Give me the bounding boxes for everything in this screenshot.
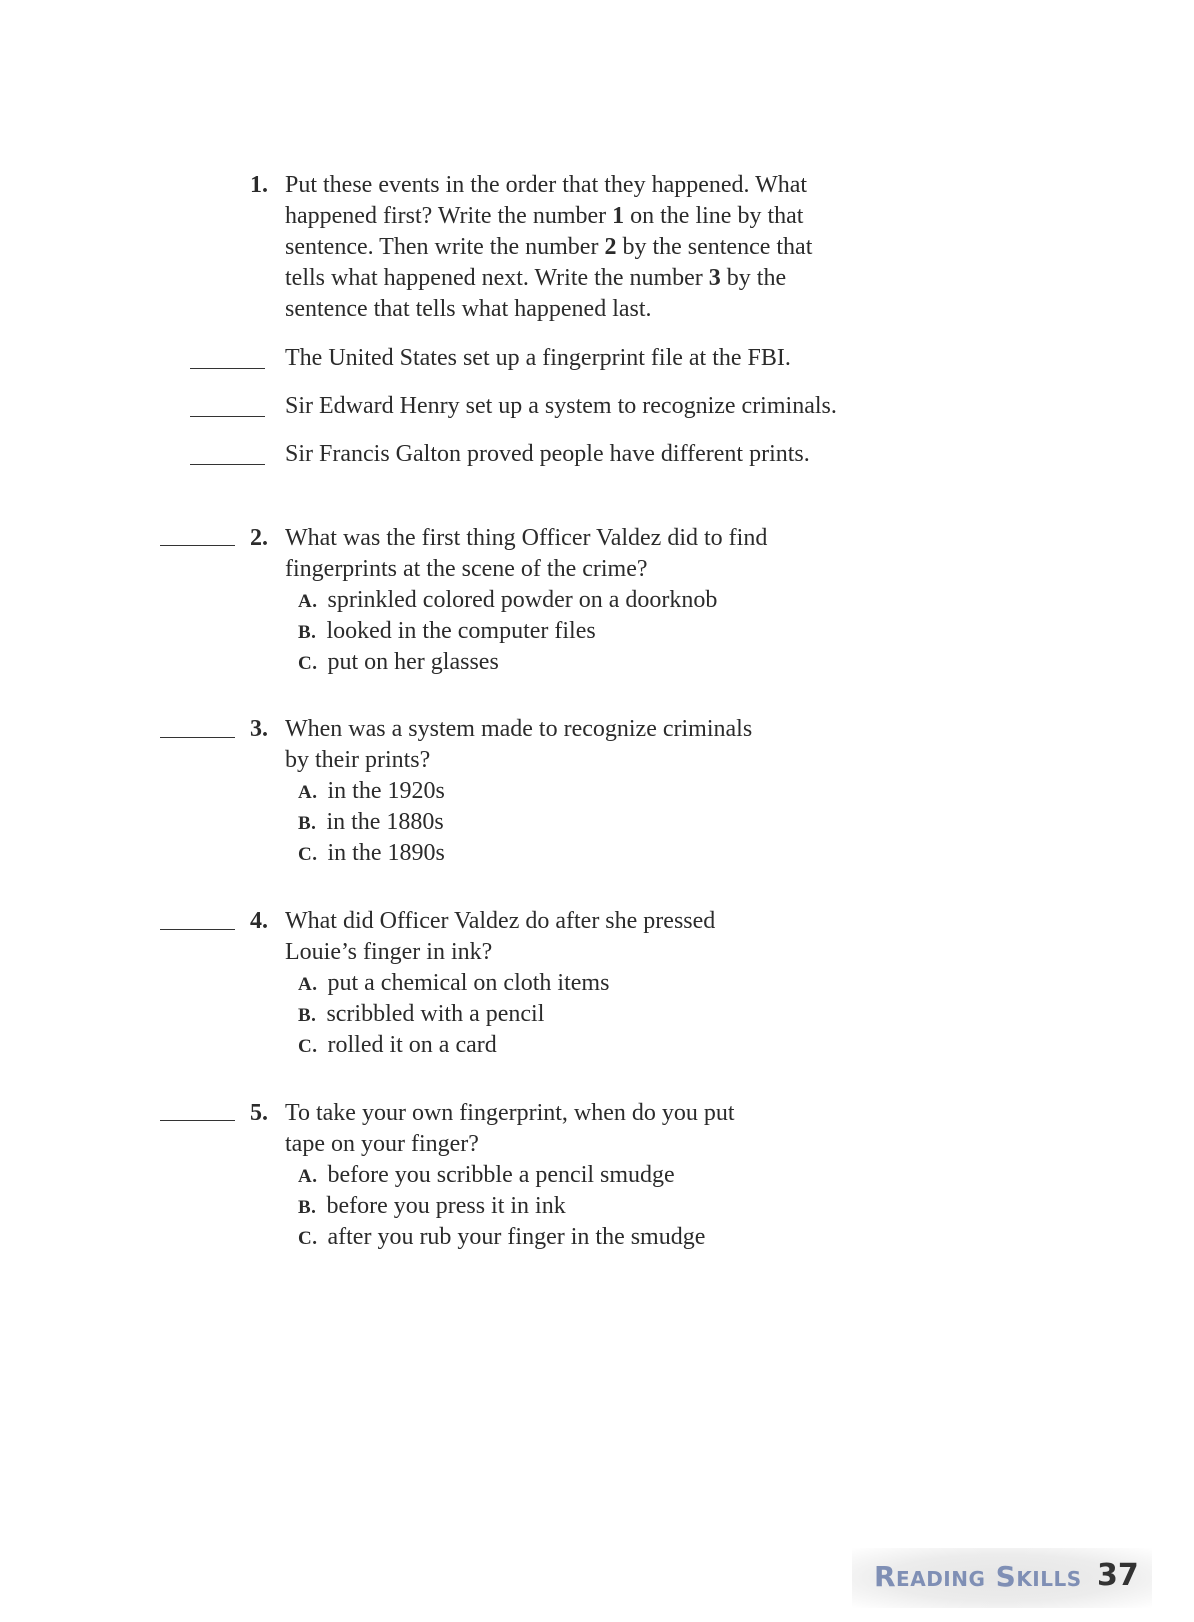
choice-letter: A. (298, 1166, 318, 1187)
choice-letter: A. (298, 782, 318, 803)
answer-blank[interactable] (160, 545, 235, 546)
page-number: 37 (1097, 1558, 1139, 1593)
answer-blank-event-1[interactable] (190, 368, 265, 369)
question-text-line: sentence that tells what happened last. (285, 296, 652, 322)
event-text: The United States set up a fingerprint file at the FBI. (285, 345, 791, 371)
question-text-line: To take your own fingerprint, when do you put (285, 1100, 735, 1126)
question-text-line: tape on your finger? (285, 1131, 479, 1157)
choice-c (298, 1222, 705, 1254)
choice-letter: C. (298, 844, 318, 865)
question-text-line: When was a system made to recognize criminals (285, 716, 753, 742)
choice-letter: B. (298, 1005, 317, 1026)
choice-text: in the 1880s (326, 809, 444, 835)
choice-b (298, 616, 596, 648)
section-label: Reading Skills (874, 1560, 1082, 1593)
question-number: 2. (250, 525, 268, 551)
question-text-line: fingerprints at the scene of the crime? (285, 556, 648, 582)
answer-blank[interactable] (160, 1120, 235, 1121)
choice-text: rolled it on a card (327, 1032, 497, 1058)
choice-c (298, 1030, 497, 1062)
choice-letter: C. (298, 653, 318, 674)
choice-text: before you press it in ink (326, 1193, 566, 1219)
choice-text: looked in the computer files (326, 618, 596, 644)
choice-a (298, 1160, 675, 1192)
choice-a (298, 776, 445, 808)
choice-text: before you scribble a pencil smudge (327, 1162, 675, 1188)
choice-a (298, 968, 609, 1000)
choice-b (298, 999, 544, 1031)
question-text-line: Louie’s finger in ink? (285, 939, 493, 965)
question-text-line: tells what happened next. Write the number 3 by the (285, 265, 787, 291)
choice-c (298, 647, 499, 679)
choice-letter: C. (298, 1228, 318, 1249)
question-text-line: Put these events in the order that they happened. What (285, 172, 808, 198)
choice-letter: B. (298, 1197, 317, 1218)
choice-text: put a chemical on cloth items (327, 970, 610, 996)
question-number: 4. (250, 908, 268, 934)
question-text-line: What did Officer Valdez do after she pressed (285, 908, 716, 934)
choice-letter: A. (298, 974, 318, 995)
choice-c (298, 838, 445, 870)
question-text-line: by their prints? (285, 747, 431, 773)
question-number: 3. (250, 716, 268, 742)
question-text-line: sentence. Then write the number 2 by the sentence that (285, 234, 813, 260)
choice-text: put on her glasses (327, 649, 499, 675)
choice-text: scribbled with a pencil (326, 1001, 545, 1027)
page-footer-badge (852, 1548, 1152, 1608)
question-text-line: happened first? Write the number 1 on the line by that (285, 203, 804, 229)
choice-letter: B. (298, 622, 317, 643)
choice-b (298, 1191, 566, 1223)
question-text-line: What was the first thing Officer Valdez did to find (285, 525, 768, 551)
answer-blank-event-2[interactable] (190, 416, 265, 417)
choice-text: in the 1890s (327, 840, 445, 866)
choice-text: after you rub your finger in the smudge (327, 1224, 706, 1250)
choice-letter: C. (298, 1036, 318, 1057)
event-text: Sir Edward Henry set up a system to recognize criminals. (285, 393, 837, 419)
answer-blank[interactable] (160, 929, 235, 930)
choice-letter: B. (298, 813, 317, 834)
answer-blank[interactable] (160, 737, 235, 738)
choice-letter: A. (298, 591, 318, 612)
event-text: Sir Francis Galton proved people have different prints. (285, 441, 810, 467)
answer-blank-event-3[interactable] (190, 464, 265, 465)
choice-a (298, 585, 717, 617)
question-number: 5. (250, 1100, 268, 1126)
choice-text: sprinkled colored powder on a doorknob (327, 587, 718, 613)
question-number: 1. (250, 172, 268, 198)
choice-b (298, 807, 444, 839)
choice-text: in the 1920s (327, 778, 445, 804)
